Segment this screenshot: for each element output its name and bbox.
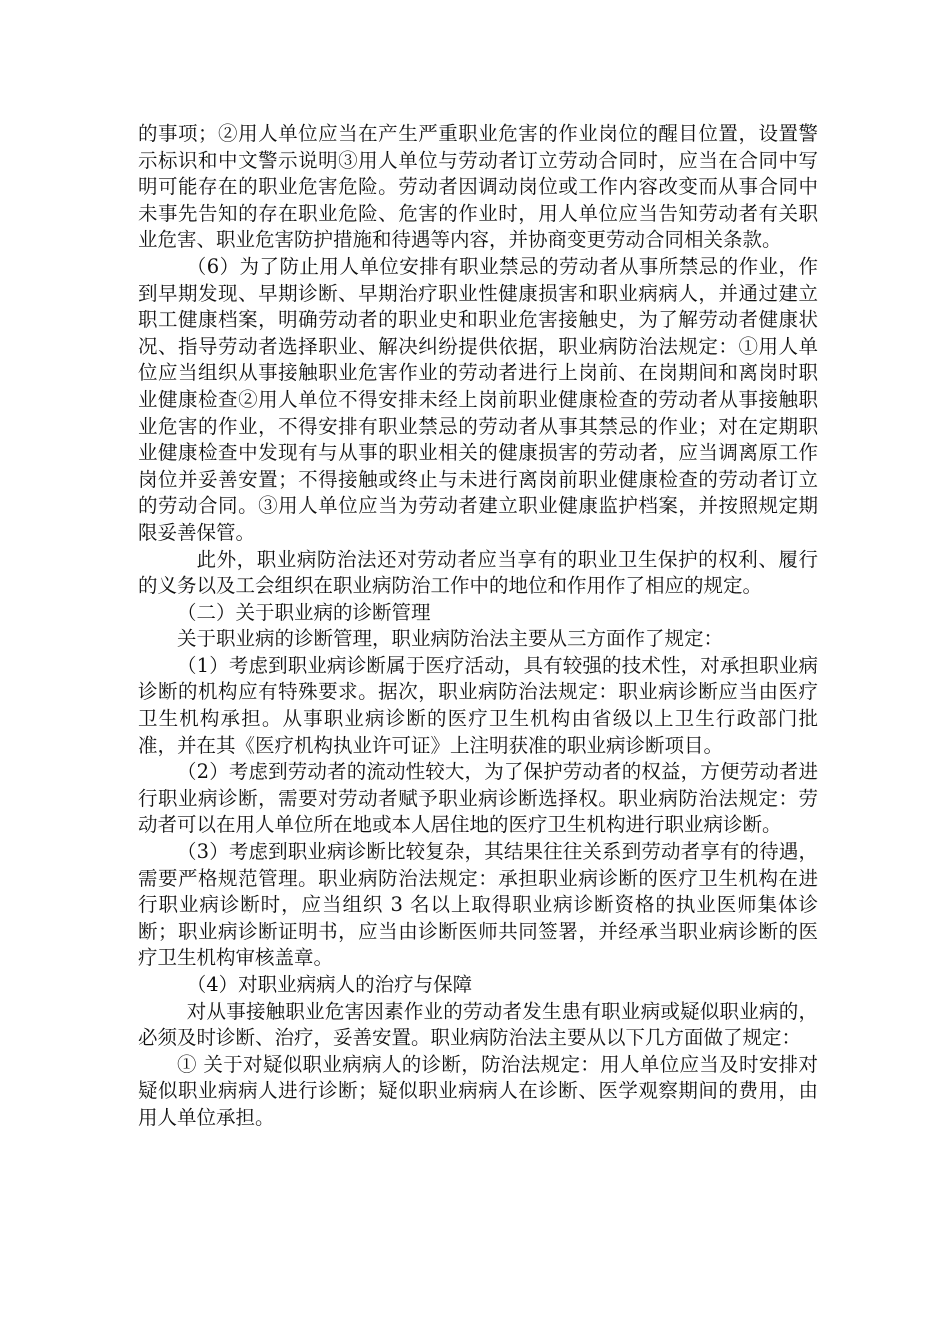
section-heading-diagnosis: （二）关于职业病的诊断管理 [177,600,431,624]
paragraph-diagnosis-item-2: （2）考虑到劳动者的流动性较大，为了保护劳动者的权益，方便劳动者进行职业病诊断，需要对劳动者赋予职业病诊断选择权。职业病防治法规定：劳动者可以在用人单位所在地或本人居住地的医疗卫生机构进行职业病诊断。 [138,760,818,837]
paragraph-diagnosis-item-1: （1）考虑到职业病诊断属于医疗活动，具有较强的技术性，对承担职业病诊断的机构应有特殊要求。据次，职业病防治法规定：职业病诊断应当由医疗卫生机构承担。从事职业病诊断的医疗卫生机构由省级以上卫生行政部门批准，并在其《医疗机构执业许可证》上注明获准的职业病诊断项目。 [138,653,818,757]
document-page [138,121,818,1132]
paragraph-treatment-intro: 对从事接触职业危害因素作业的劳动者发生患有职业病或疑似职业病的，必须及时诊断、治疗，妥善安置。职业病防治法主要从以下几方面做了规定： [138,999,818,1050]
paragraph-diagnosis-intro: 关于职业病的诊断管理，职业病防治法主要从三方面作了规定： [177,627,724,651]
paragraph-continuation: 的事项；②用人单位应当在产生严重职业危害的作业岗位的醒目位置，设置警示标识和中文警示说明③用人单位与劳动者订立劳动合同时，应当在合同中写明可能存在的职业危害危险。劳动者因调动岗位或工作内容改变而从事合同中未事先告知的存在职业危险、危害的作业时，用人单位应当告知劳动者有关职业危害、职业危害防护措施和待遇等内容，并协商变更劳动合同相关条款。 [138,122,818,252]
paragraph-additional-provisions: 此外，职业病防治法还对劳动者应当享有的职业卫生保护的权利、履行的义务以及工会组织在职业病防治工作中的地位和作用作了相应的规定。 [138,547,818,598]
paragraph-diagnosis-item-3: （3）考虑到职业病诊断比较复杂，其结果往往关系到劳动者享有的待遇，需要严格规范管理。职业病防治法规定：承担职业病诊断的医疗卫生机构在进行职业病诊断时，应当组织 3 名以上取得职业病诊断资格的执业医师集体诊断；职业病诊断证明书，应当由诊断医师共同签署，并经承当职业病诊断的医疗卫生机构审核盖章。 [138,840,818,970]
paragraph-item-6: （6）为了防止用人单位安排有职业禁忌的劳动者从事所禁忌的作业，作到早期发现、早期诊断、早期治疗职业性健康损害和职业病病人，并通过建立职工健康档案，明确劳动者的职业史和职业危害接触史，为了解劳动者健康状况、指导劳动者选择职业、解决纠纷提供依据，职业病防治法规定：①用人单位应当组织从事接触职业危害作业的劳动者进行上岗前、在岗期间和离岗时职业健康检查②用人单位不得安排未经上岗前职业健康检查的劳动者从事接触职业危害的作业，不得安排有职业禁忌的劳动者从事其禁忌的作业；对在定期职业健康检查中发现有与从事的职业相关的健康损害的劳动者，应当调离原工作岗位并妥善安置；不得接触或终止与未进行离岗前职业健康检查的劳动者订立的劳动合同。③用人单位应当为劳动者建立职业健康监护档案，并按照规定期限妥善保管。 [138,254,818,544]
section-heading-treatment: （4）对职业病病人的治疗与保障 [186,973,473,996]
paragraph-treatment-item-1: ① 关于对疑似职业病病人的诊断，防治法规定：用人单位应当及时安排对疑似职业病病人进行诊断；疑似职业病病人在诊断、医学观察期间的费用，由用人单位承担。 [138,1052,818,1129]
